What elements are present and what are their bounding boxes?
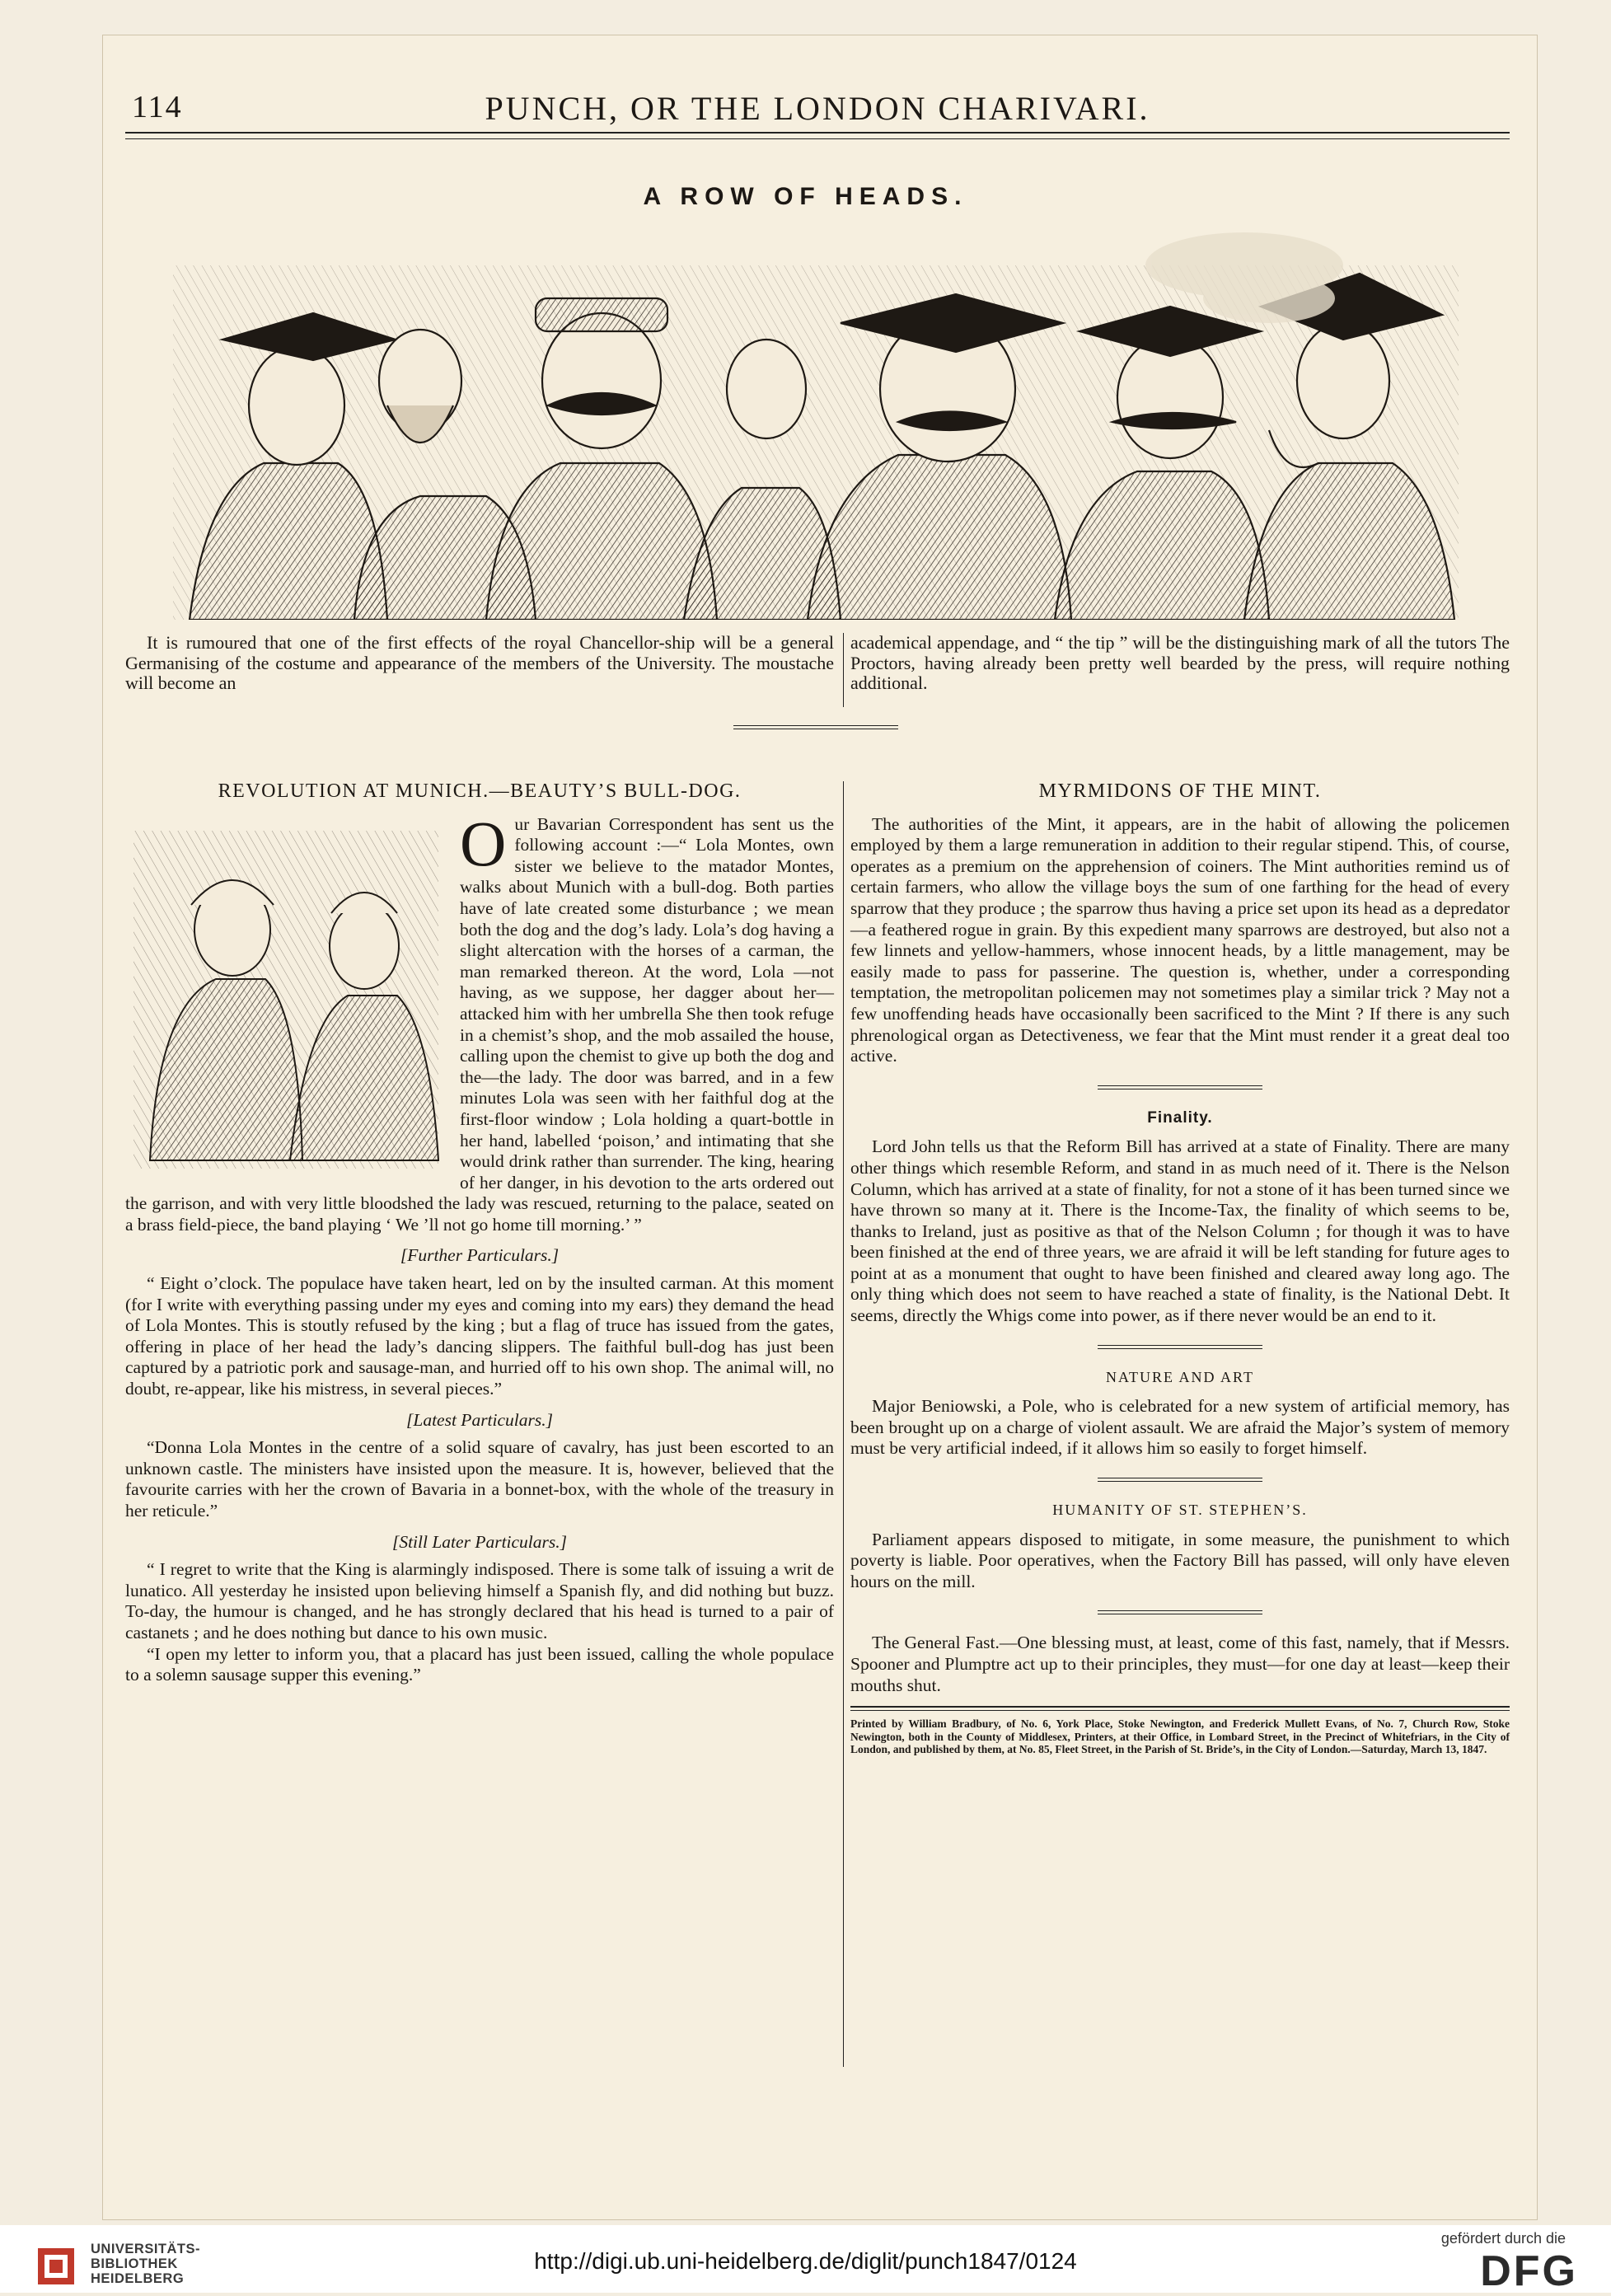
still-later-particulars-heading: [Still Later Particulars.]	[391, 1531, 568, 1552]
masthead-title: PUNCH, OR THE LONDON CHARIVARI.	[485, 90, 1150, 127]
digitization-footer	[0, 2225, 1611, 2293]
colophon-rule	[850, 1706, 1510, 1711]
right-column	[850, 781, 1510, 1756]
rule-3	[1098, 1478, 1262, 1482]
revolution-paragraph-1: ur Bavarian Correspondent has sent us the following account :—“ Lola Montes, own sister we believe to the matador Montes, walks about Munich with a bull-dog. Both parties have of late created some disturbance ; we mean both the dog and the dog’s lady. Lola’s dog having a slight altercation with the horses of a carman, the man remarked thereon. At the word, Lola —not having, as we suppose, her dagger about her—attacked him with her umbrella She then took refuge in a chemist’s shop, and the mob assailed the house, calling upon the chemist to give up both the dog and the—the lady. The door was barred, and in a few minutes Lola was seen with her faithful dog at the first-floor window ; Lola holding a quart-bottle in her hand, labelled ‘poison,’ and intimating that she would drink rather than surrender. The king, hearing of her danger, in his devotion to the arts ordered out the garrison, and with very little bloodshed the lady was rescued, returning to the palace, seated on a brass field-piece, the band playing ‘ We ’ll not go home till morning.’ ”	[125, 813, 834, 1235]
drop-cap: O	[460, 807, 507, 879]
funded-by-label: gefördert durch die	[1440, 2230, 1566, 2247]
nature-art-title: NATURE AND ART	[1106, 1368, 1254, 1385]
revolution-paragraph-2: “ Eight o’clock. The populace have taken heart, led on by the insulted carman. At this moment (for I write with everything passing under my eyes and coming into my ears) they demand the head of Lola Montes. This is stoutly refused by the king ; but a flag of truce has issued from the gates, offering in place of her head the lady’s dancing slippers. The faithful bull-dog has just been captured by a patriotic pork and sausage-man, and hurried off to his own shop. The animal will, no doubt, re-appear, like his mistress, in several pieces.”	[125, 1273, 834, 1399]
page-number: 114	[132, 90, 183, 124]
myrmidons-body: The authorities of the Mint, it appears, are in the habit of allowing the policemen employed by them a large remuneration in addition to their regular stipend. This, of course, operates as a premium on the apprehension of coiners. The Mint authorities remind us of certain farmers, who allow the village boys the sum of one farthing for the head of every sparrow that they produce ; the sparrow thus having a price set upon its head as a depredator—a feathered rogue in grain. By this expedient many sparrows are destroyed, but also not a few linnets and yellow-hammers, whose innocent heads, by a little management, may be easily made to pass for passerine. The question is, whether, under a corresponding temptation, the metropolitan policemen may not sometimes play a similar trick ? May not a few unoffending heads have occasionally been sacrificed to the Mint ? If there is any such phrenological organ as Detectiveness, we fear that the Mint must render it a great deal too active.	[850, 813, 1510, 1066]
row-of-heads-title: A ROW OF HEADS.	[643, 183, 968, 210]
revolution-article	[125, 781, 834, 1686]
caption-divider	[843, 633, 844, 707]
heads-caption-left-text: It is rumoured that one of the first effects of the royal Chancellor-ship will be a general Germanising of the costume and appearance of the members of the University. The moustache will become an	[125, 632, 834, 693]
heads-caption-right	[850, 633, 1510, 694]
heads-caption-left	[125, 633, 834, 694]
finality-title: Finality.	[1147, 1108, 1213, 1127]
library-name-line-3: HEIDELBERG	[91, 2271, 185, 2286]
rule-2	[1098, 1345, 1262, 1349]
myrmidons-title: MYRMIDONS OF THE MINT.	[1038, 780, 1322, 802]
library-name-line-2: BIBLIOTHEK	[91, 2256, 178, 2271]
revolution-title: REVOLUTION AT MUNICH.—BEAUTY’S BULL-DOG.	[218, 780, 742, 802]
lola-montes-vignette-icon	[125, 814, 447, 1183]
dfg-logo: DFG	[1480, 2247, 1578, 2295]
heads-caption-right-text: academical appendage, and “ the tip ” will be the distinguishing mark of all the tutors The Proctors, having already been pretty well bearded by the press, will require nothing additional.	[850, 632, 1510, 693]
row-of-heads-illustration-icon	[173, 216, 1459, 620]
finality-body: Lord John tells us that the Reform Bill has arrived at a state of Finality. There are many other things which resemble Reform, and stand in as much need of it. There is the Nelson Column, which has arrived at a state of finality, for not a stone of it has been turned since we have thrown so many at it. There is the Income-Tax, the finality of which seems to be, thanks to Ireland, just as positive as that of the Nelson Column ; for though it was to have been finished at the end of three years, we are afraid it will be left standing for future ages to point at as a monument that ought to have been finished and cleared away long ago. The only thing which does not seem to have reached a state of finality, is the National Debt. It seems, directly the Whigs come into power, as if there never would be an end to it.	[850, 1136, 1510, 1326]
permalink-url[interactable]: http://digi.ub.uni-heidelberg.de/diglit/punch1847/0124	[534, 2248, 1077, 2274]
header-rule	[125, 132, 1510, 139]
library-name-line-1: UNIVERSITÄTS-	[91, 2242, 201, 2256]
further-particulars-heading: [Further Particulars.]	[400, 1245, 560, 1266]
column-divider	[843, 781, 844, 2067]
humanity-body: Parliament appears disposed to mitigate, in some measure, the punishment to which poverty is liable. Poor operatives, when the Factory Bill has passed, will only have eleven hours on the mill.	[850, 1529, 1510, 1591]
revolution-paragraph-5: “I open my letter to inform you, that a placard has just been issued, calling the whole populace to a solemn sausage supper this evening.”	[125, 1643, 834, 1685]
page-header	[125, 89, 1510, 135]
rule-1	[1098, 1085, 1262, 1089]
latest-particulars-heading: [Latest Particulars.]	[406, 1409, 553, 1430]
revolution-paragraph-4: “ I regret to write that the King is alarmingly indisposed. There is some talk of issuing a writ de lunatico. All yesterday he insisted upon believing himself a Spanish fly, and did nothing but buzz. To-day, the humour is changed, and he has strongly declared that his head is turned to a pair of castanets ; and he does nothing but dance to his own music.	[125, 1559, 834, 1642]
general-fast-body: The General Fast.—One blessing must, at least, come of this fast, namely, that if Messrs. Spooner and Plumptre act up to their principles, they must—for one day at least—keep their mouths shut.	[850, 1633, 1510, 1695]
revolution-paragraph-3: “Donna Lola Montes in the centre of a solid square of cavalry, has just been escorted to an unknown castle. The ministers have insisted upon the measure. It is, however, believed that the favourite carries with her the crown of Bavaria in a bonnet-box, with the whole of the treasury in her reticule.”	[125, 1437, 834, 1521]
humanity-title: HUMANITY OF ST. STEPHEN’S.	[1052, 1502, 1308, 1519]
colophon: Printed by William Bradbury, of No. 6, York Place, Stoke Newington, and Frederick Mullett Evans, of No. 7, Church Row, Stoke Newington, both in the County of Middlesex, Printers, at their Office, in Lombard Street, in the Precinct of Whitefriars, in the City of London, and published by them, at No. 85, Fleet Street, in the Parish of St. Bride’s, in the City of London.—Saturday, March 13, 1847.	[850, 1717, 1510, 1756]
nature-art-body: Major Beniowski, a Pole, who is celebrated for a new system of artificial memory, has been brought up on a charge of violent assault. We are afraid the Major’s system of memory must be very artificial indeed, if it allows him so easily to forget himself.	[850, 1396, 1510, 1459]
rule-4	[1098, 1610, 1262, 1614]
section-rule	[733, 725, 898, 729]
